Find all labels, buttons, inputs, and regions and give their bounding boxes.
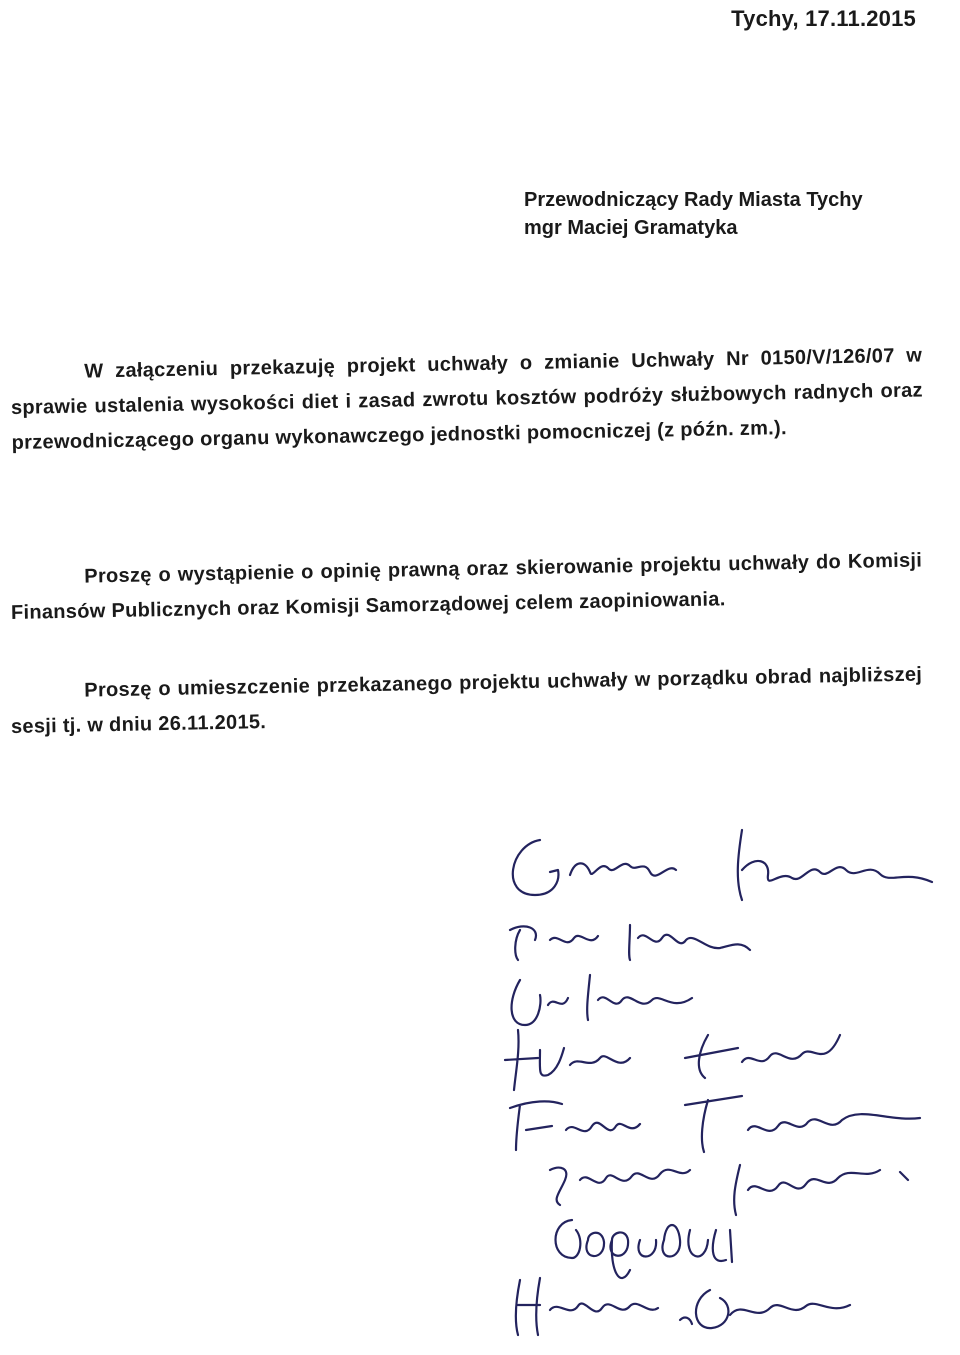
paragraph-attachment [10, 338, 924, 460]
paragraph-attachment-text: W załączeniu przekazuję projekt uchwały o zmianie Uchwały Nr 0150/V/126/07 w sprawie ustalenia wysokości diet i zasad zwrotu kosztów podróży służbowych radnych oraz przewodniczącego organu wykonawczego jednostki pomocniczej (z późn. zm.). [10, 344, 924, 454]
paragraph-agenda-request-text: Proszę o umieszczenie przekazanego projektu uchwały w porządku obrad najbliższej sesji tj. w dniu 26.11.2015. [10, 663, 923, 738]
signature-11 [680, 1317, 692, 1324]
signature-8 [556, 1220, 733, 1278]
paragraph-opinion-request [10, 543, 923, 630]
addressee-title: Przewodniczący Rady Miasta Tychy [524, 189, 863, 211]
addressee-block [524, 186, 863, 242]
signature-1 [513, 840, 676, 895]
place-date: Tychy, 17.11.2015 [731, 6, 916, 31]
handwritten-signatures [480, 800, 940, 1340]
signatures-drawing [480, 800, 940, 1340]
signature-10 [696, 1290, 850, 1328]
signature-9 [516, 1278, 658, 1335]
paragraph-agenda-request [10, 657, 923, 744]
signature-4 [512, 975, 692, 1025]
signature-5 [505, 1030, 840, 1090]
addressee-name: mgr Maciej Gramatyka [524, 217, 738, 239]
paragraph-opinion-request-text: Proszę o wystąpienie o opinię prawną oraz skierowanie projektu uchwały do Komisji Finansów Publicznych oraz Komisji Samorządowej celem zaopiniowania. [10, 549, 923, 624]
signature-2 [738, 830, 932, 900]
signature-7 [550, 1165, 908, 1215]
signature-3 [510, 925, 750, 960]
signature-6 [510, 1096, 920, 1152]
